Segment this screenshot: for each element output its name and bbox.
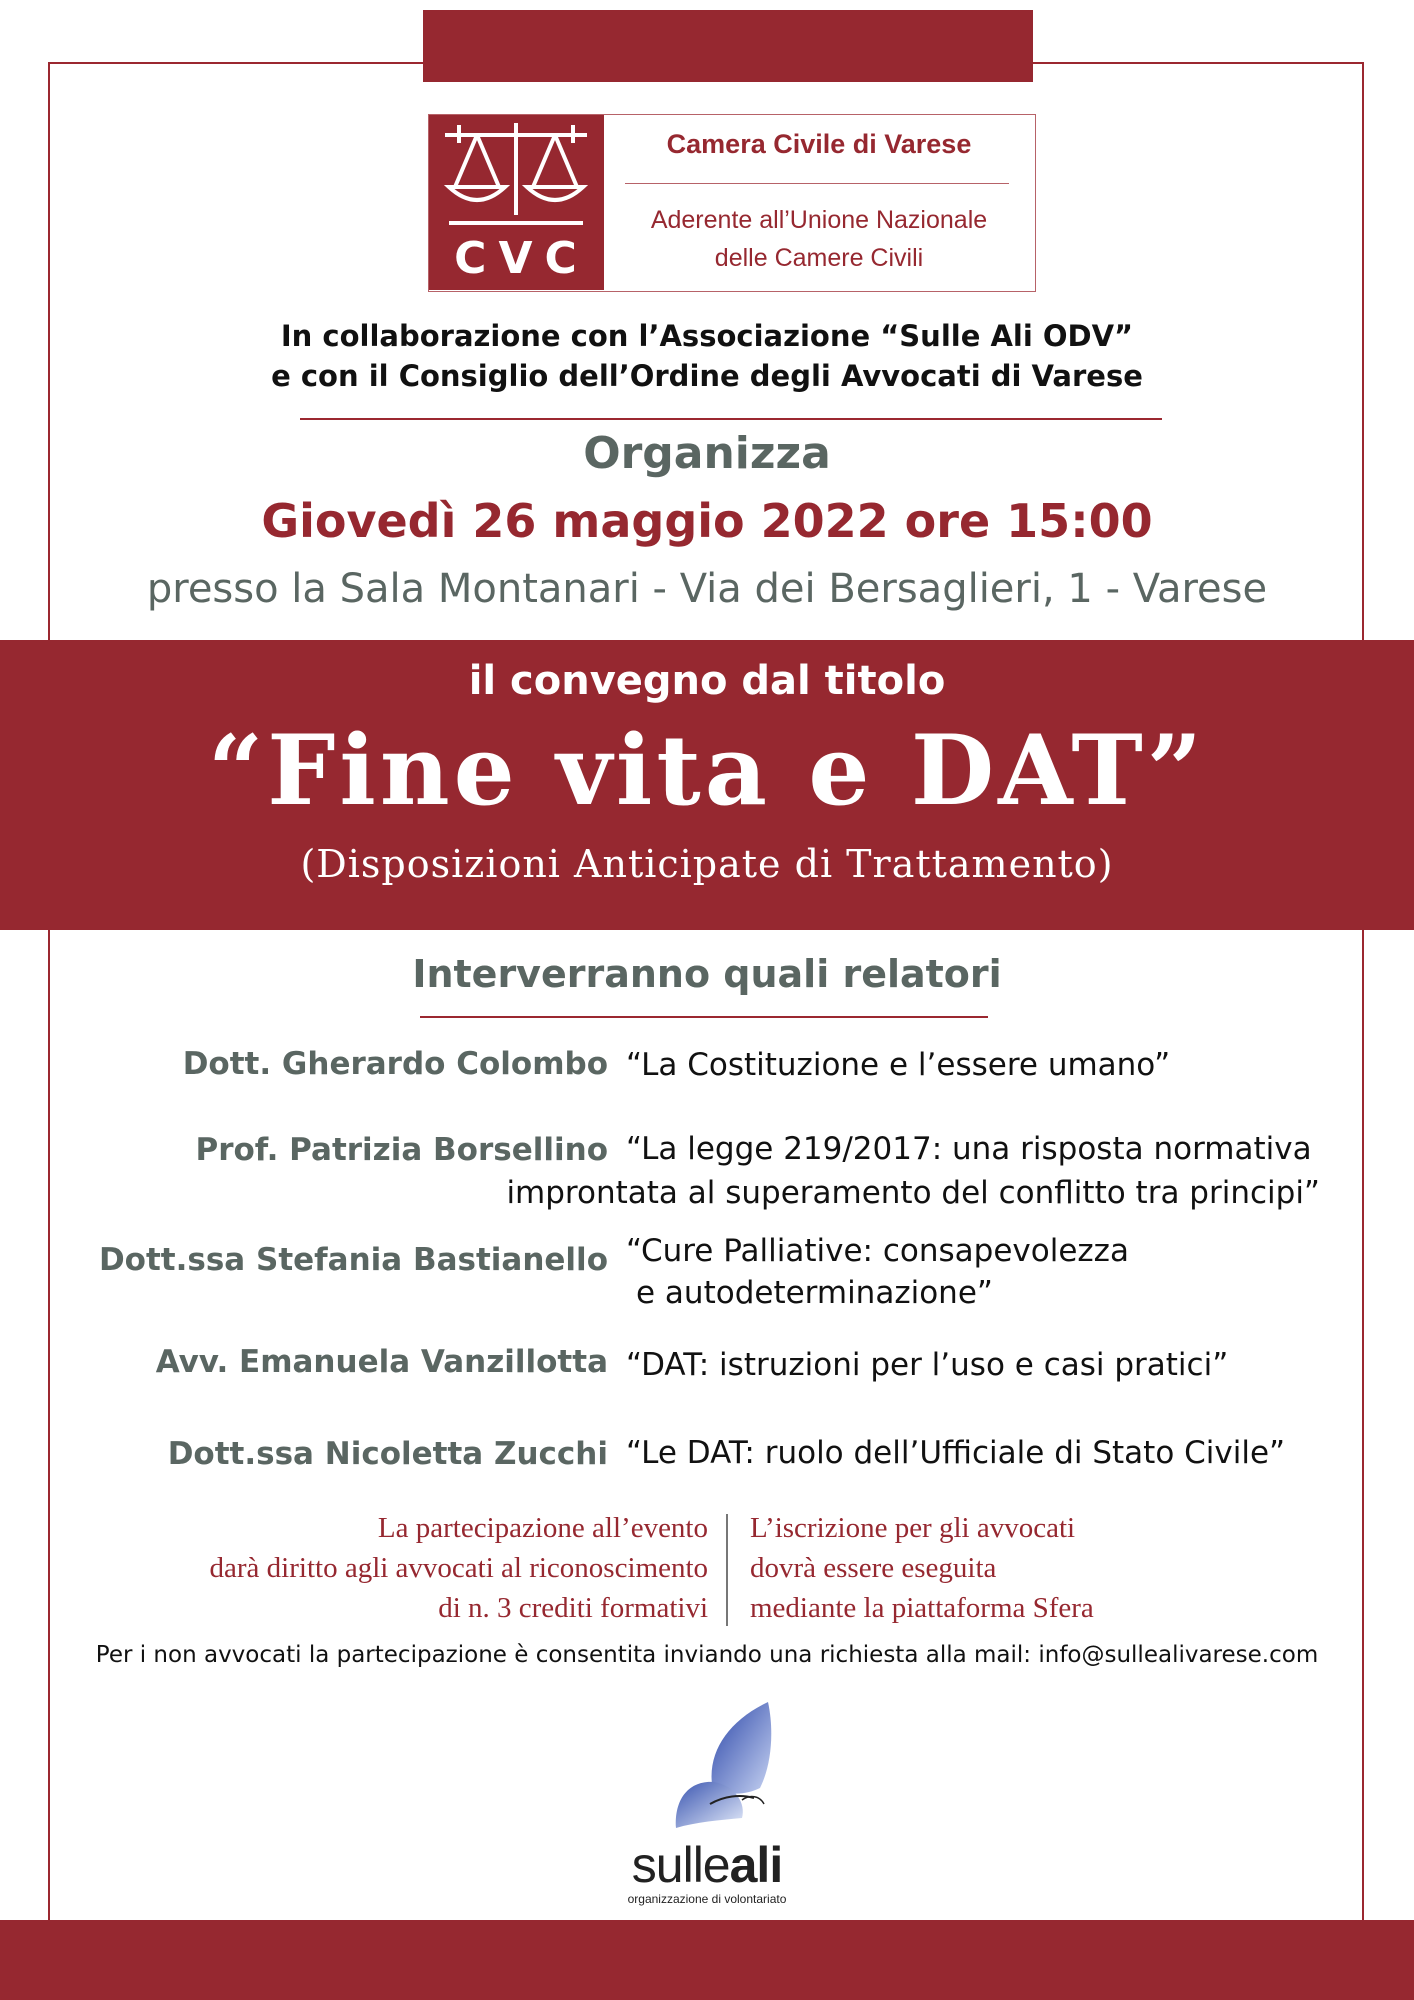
event-title: “Fine vita e DAT” (208, 714, 1206, 827)
collaboration-text (0, 316, 1414, 396)
speaker-name: Prof. Patrizia Borsellino (195, 1132, 608, 1168)
scales-of-justice-icon (429, 115, 604, 290)
credits-divider (726, 1514, 728, 1626)
organizza-label: Organizza (583, 428, 831, 479)
logo-divider (625, 183, 1009, 184)
header-divider (300, 418, 1162, 420)
logo-title: Camera Civile di Varese (666, 129, 972, 159)
camera-civile-logo (428, 114, 1036, 292)
wordmark-light: sulle (631, 1837, 730, 1893)
credits-right-line1: L’iscrizione per gli avvocati (750, 1512, 1076, 1544)
credits-right-line3: mediante la piattaforma Sfera (750, 1592, 1094, 1624)
collab-line1: In collaborazione con l’Associazione “Sulle Ali ODV” (280, 319, 1134, 353)
credits-right-line2: dovrà essere eseguita (750, 1552, 997, 1584)
credits-info (210, 1508, 708, 1628)
cvc-mark: CVC (454, 233, 589, 284)
logo-subtitle-line2: delle Camere Civili (714, 244, 924, 272)
top-accent-bar (423, 10, 1033, 82)
logo-subtitle-line1: Aderente all’Unione Nazionale (650, 206, 988, 234)
bottom-accent-bar (0, 1920, 1414, 2000)
credits-left-line1: La partecipazione all’evento (377, 1512, 708, 1544)
event-date: Giovedì 26 maggio 2022 ore 15:00 (261, 494, 1153, 548)
band-intro: il convegno dal titolo (468, 658, 946, 704)
credits-left-line2: darà diritto agli avvocati al riconoscimento (209, 1552, 708, 1584)
speakers-heading: Interverranno quali relatori (412, 952, 1002, 996)
speaker-name: Avv. Emanuela Vanzillotta (155, 1344, 608, 1380)
speakers-divider (420, 1016, 988, 1018)
speaker-talk: “Le DAT: ruolo dell’Ufficiale di Stato Civile” (626, 1435, 1286, 1471)
speaker-talk: “Cure Palliative: consapevolezza (626, 1233, 1129, 1269)
event-subtitle: (Disposizioni Anticipate di Trattamento) (300, 842, 1114, 886)
butterfly-icon (660, 1700, 780, 1840)
wordmark-bold: ali (729, 1837, 783, 1893)
speaker-name: Dott.ssa Stefania Bastianello (98, 1242, 608, 1278)
logo-subtitle (619, 201, 1019, 277)
speaker-talk: “DAT: istruzioni per l’uso e casi pratici” (626, 1347, 1229, 1383)
event-venue: presso la Sala Montanari - Via dei Bersaglieri, 1 - Varese (146, 566, 1268, 612)
registration-info (750, 1508, 1094, 1628)
collab-line2: e con il Consiglio dell’Ordine degli Avvocati di Varese (271, 359, 1143, 393)
speaker-talk: “La Costituzione e l’essere umano” (626, 1047, 1171, 1083)
speaker-talk-line2: e autodeterminazione” (636, 1275, 993, 1311)
non-lawyer-note: Per i non avvocati la partecipazione è consentita inviando una richiesta alla mail: info@sullealivarese.com (95, 1642, 1319, 1668)
speaker-name: Dott.ssa Nicoletta Zucchi (167, 1436, 608, 1472)
speaker-talk-line2: improntata al superamento del conflitto tra principi” (506, 1175, 1320, 1211)
sulleali-tagline: organizzazione di volontariato (627, 1892, 787, 1906)
speaker-talk: “La legge 219/2017: una risposta normativa (626, 1131, 1312, 1167)
sulleali-wordmark (0, 1836, 1414, 1894)
title-band (0, 640, 1414, 930)
speaker-name: Dott. Gherardo Colombo (182, 1046, 608, 1082)
credits-left-line3: di n. 3 crediti formativi (438, 1592, 708, 1624)
